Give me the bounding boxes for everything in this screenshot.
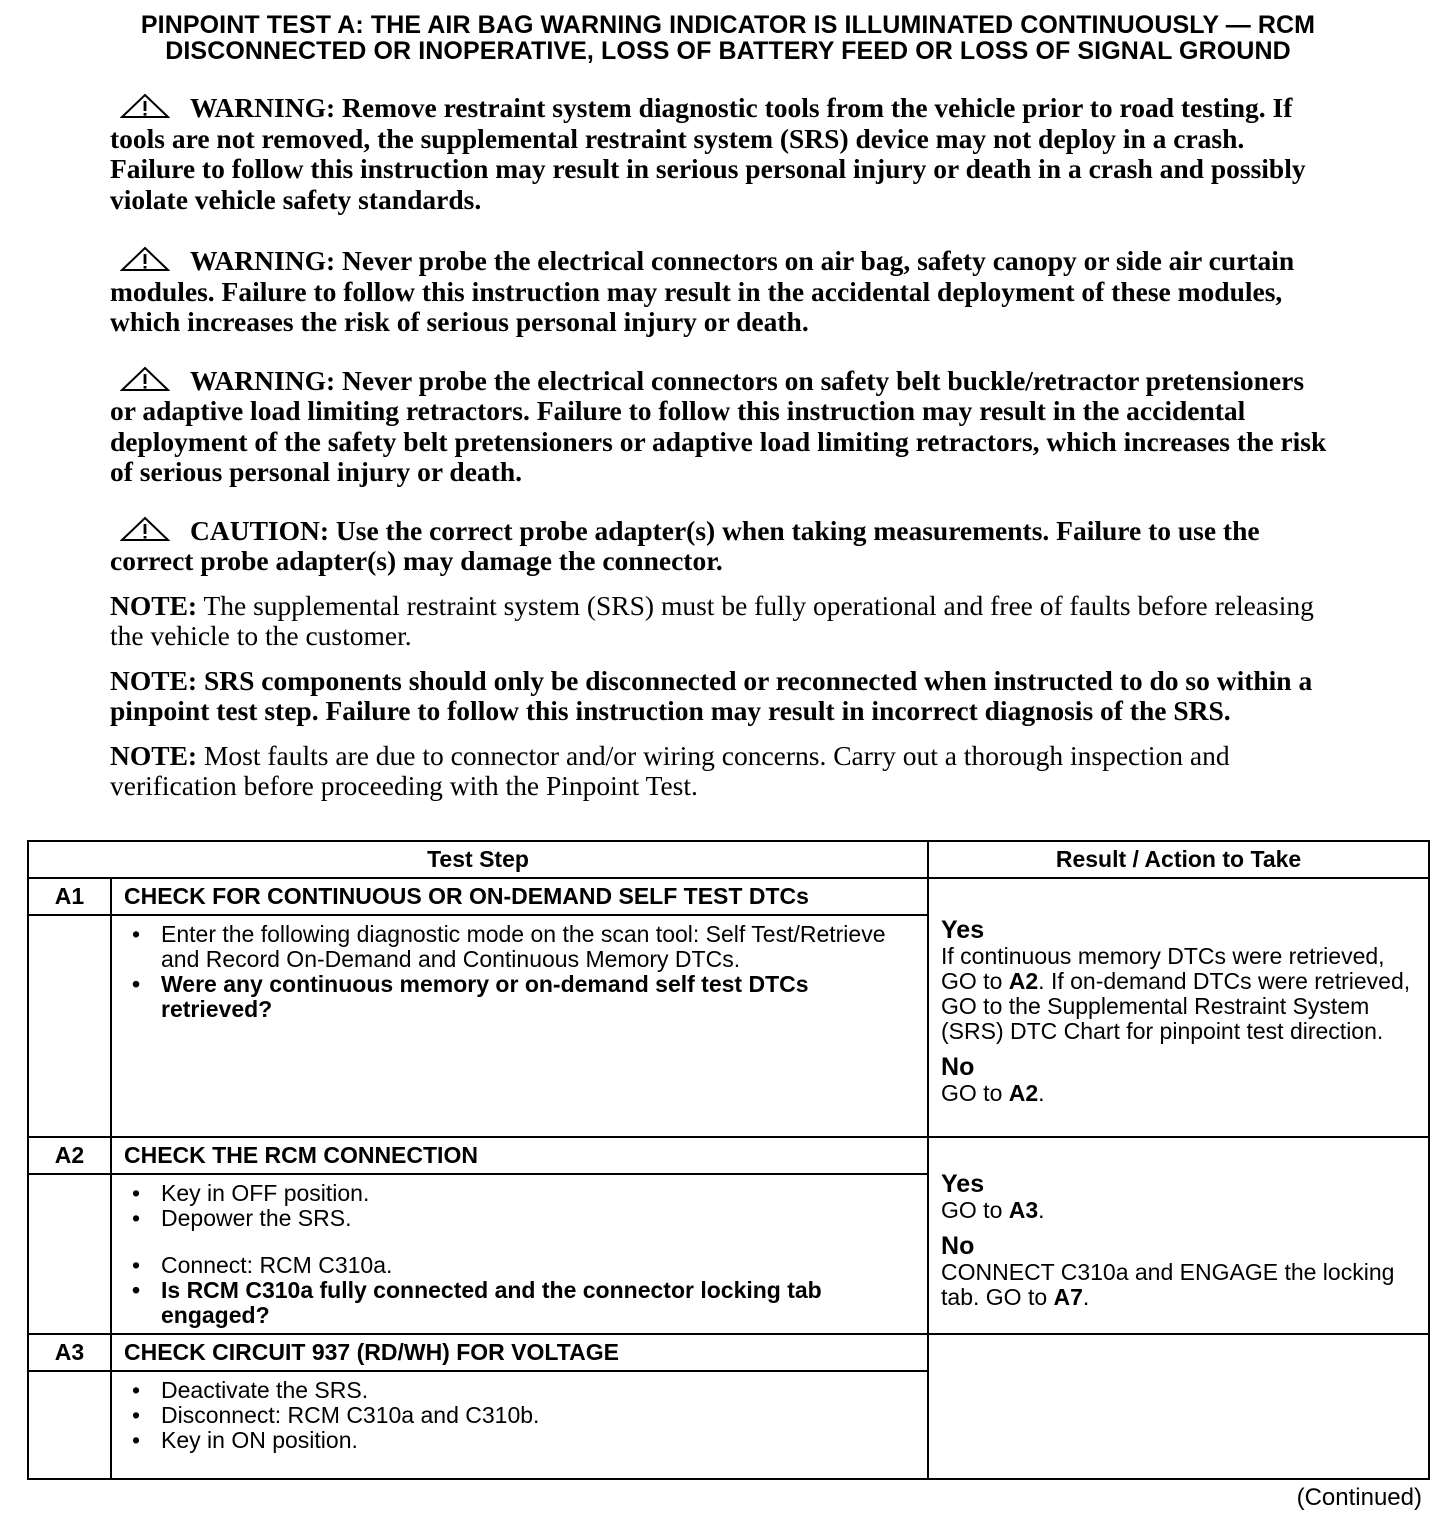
warning-triangle-icon	[120, 93, 170, 119]
note-2: NOTE: SRS components should only be disconnected or reconnected when instructed to do so within a pinpoint test step. Failure to follow this instruction may result in incorrect diagnosis of the SRS.	[110, 664, 1313, 726]
step-a1-result	[928, 878, 1429, 1137]
warning-1-text: WARNING: Remove restraint system diagnostic tools from the vehicle prior to road testing. If tools are not removed, the supplemental restraint system (SRS) device may not deploy in a crash. Failure to follow this instruction may result in serious personal injury or death in a crash and possibly violate vehicle safety standards.	[110, 92, 1306, 215]
warning-triangle-icon	[120, 246, 170, 272]
a2-no-label: No	[941, 1232, 975, 1260]
note-3	[110, 741, 1336, 802]
step-a3-id: A3	[28, 1334, 111, 1371]
warning-notice-1	[110, 93, 1336, 215]
title-line-2: DISCONNECTED OR INOPERATIVE, LOSS OF BATTERY FEED OR LOSS OF SIGNAL GROUND	[165, 37, 1291, 65]
a1-no-label: No	[941, 1053, 975, 1081]
step-a1-title: CHECK FOR CONTINUOUS OR ON-DEMAND SELF TEST DTCs	[111, 878, 928, 915]
note-1-text: The supplemental restraint system (SRS) must be fully operational and free of faults before releasing the vehicle to the customer.	[110, 589, 1314, 651]
a2-bullet-1: • Key in OFF position.	[124, 1181, 915, 1206]
safety-notices	[110, 93, 1336, 802]
warning-notice-2	[110, 246, 1336, 338]
header-result-action: Result / Action to Take	[928, 841, 1429, 878]
a2-yes-label: Yes	[941, 1170, 985, 1198]
warning-2-text: WARNING: Never probe the electrical connectors on air bag, safety canopy or side air curtain modules. Failure to follow this instruction may result in the accidental deployment of these modules, which increases the risk of serious personal injury or death.	[110, 245, 1295, 337]
step-a2-title: CHECK THE RCM CONNECTION	[111, 1137, 928, 1174]
warning-3-text: WARNING: Never probe the electrical connectors on safety belt buckle/retractor pretensioners or adaptive load limiting retractors. Failure to follow this instruction may result in the accidental deployment of the safety belt pretensioners or adaptive load limiting retractors, which increases the risk of serious personal injury or death.	[110, 364, 1327, 487]
continued-label: (Continued)	[1296, 1484, 1422, 1511]
note-1	[110, 591, 1336, 652]
step-a2-id-spacer	[28, 1174, 111, 1334]
note-3-text: Most faults are due to connector and/or wiring concerns. Carry out a thorough inspection and verification before proceeding with the Pinpoint Test.	[110, 739, 1230, 801]
a3-bullet-1: • Deactivate the SRS.	[124, 1378, 915, 1403]
step-a3-result	[928, 1334, 1429, 1479]
a1-yes-text: If continuous memory DTCs were retrieved, GO to A2. If on-demand DTCs were retrieved, GO to the Supplemental Restraint System (SRS) DTC Chart for pinpoint test direction.	[941, 943, 1411, 1044]
a1-question: • Were any continuous memory or on-demand self test DTCs retrieved?	[124, 972, 915, 1022]
warning-notice-3	[110, 366, 1336, 488]
a2-no-text: CONNECT C310a and ENGAGE the locking tab. GO to A7.	[941, 1259, 1395, 1310]
pinpoint-test-table	[27, 840, 1430, 1480]
a2-bullet-3: • Connect: RCM C310a.	[124, 1253, 915, 1278]
step-a2-body	[111, 1174, 928, 1334]
step-a2-result	[928, 1137, 1429, 1334]
step-a3-title: CHECK CIRCUIT 937 (RD/WH) FOR VOLTAGE	[111, 1334, 928, 1371]
step-a1-id-spacer	[28, 915, 111, 1137]
note-1-label: NOTE:	[110, 589, 198, 621]
step-a3-id-spacer	[28, 1371, 111, 1479]
a1-no-text: GO to A2.	[941, 1080, 1045, 1106]
warning-triangle-icon	[120, 366, 170, 392]
step-a1-id: A1	[28, 878, 111, 915]
step-a2-id: A2	[28, 1137, 111, 1174]
title-line-1: PINPOINT TEST A: THE AIR BAG WARNING INDICATOR IS ILLUMINATED CONTINUOUSLY — RCM	[140, 11, 1316, 39]
step-a2-title-row	[28, 1137, 1429, 1174]
warning-triangle-icon	[120, 516, 170, 542]
table-header-row	[28, 841, 1429, 878]
a3-bullet-2: • Disconnect: RCM C310a and C310b.	[124, 1403, 915, 1428]
step-a3-title-row	[28, 1334, 1429, 1371]
a3-bullet-3: • Key in ON position.	[124, 1428, 915, 1453]
page-title	[20, 12, 1436, 64]
a2-question: • Is RCM C310a fully connected and the connector locking tab engaged?	[124, 1278, 915, 1328]
a2-yes-text: GO to A3.	[941, 1197, 1045, 1223]
step-a1-title-row	[28, 878, 1429, 915]
note-3-label: NOTE:	[110, 739, 198, 771]
a1-bullet-1: • Enter the following diagnostic mode on the scan tool: Self Test/Retrieve and Record On-Demand and Continuous Memory DTCs.	[124, 922, 915, 972]
caution-text: CAUTION: Use the correct probe adapter(s) when taking measurements. Failure to use the correct probe adapter(s) may damage the connector.	[110, 514, 1260, 576]
a1-yes-label: Yes	[941, 916, 985, 944]
step-a1-body	[111, 915, 928, 1137]
a2-bullet-2: • Depower the SRS.	[124, 1206, 915, 1231]
caution-notice	[110, 516, 1336, 577]
step-a3-body	[111, 1371, 928, 1479]
header-test-step: Test Step	[28, 841, 928, 878]
